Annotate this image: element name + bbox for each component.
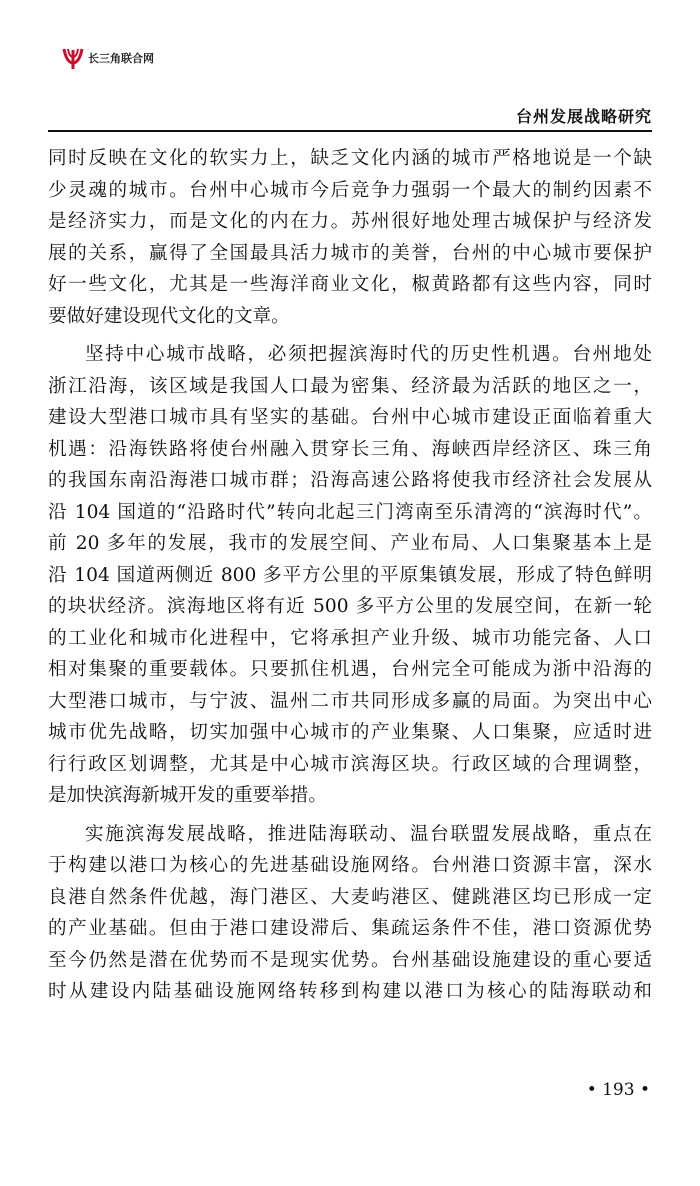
text-line: 少灵魂的城市。台州中心城市今后竞争力强弱一个最大的制约因素不 (48, 179, 652, 201)
text-line: 机遇：沿海铁路将使台州融入贯穿长三角、海峡西岸经济区、珠三角 (48, 438, 652, 460)
header-divider (48, 130, 652, 132)
text-line: 展的关系，赢得了全国最具活力城市的美誉，台州的中心城市要保护 (48, 242, 652, 264)
text-line: 前 20 多年的发展，我市的发展空间、产业布局、人口集聚基本上是 (48, 533, 652, 554)
paragraph-3 (48, 819, 652, 1008)
text-line: 好一些文化，尤其是一些海洋商业文化，椒黄路都有这些内容，同时 (48, 274, 652, 295)
text-line: 是加快滨海新城开发的重要举措。 (48, 785, 327, 806)
page-body (48, 143, 652, 1008)
text-line: 城市优先战略，切实加强中心城市的产业集聚、人口集聚，应适时进 (48, 722, 652, 743)
text-line: 同时反映在文化的软实力上，缺乏文化内涵的城市严格地说是一个缺 (48, 148, 652, 169)
text-line: 的工业化和城市化进程中，它将承担产业升级、城市功能完备、人口 (48, 627, 652, 649)
text-line: 时从建设内陆基础设施网络转移到构建以港口为核心的陆海联动和 (48, 981, 652, 1002)
text-line: 于构建以港口为核心的先进基础设施网络。台州港口资源丰富，深水 (48, 855, 652, 876)
text-line: 行行政区划调整，尤其是中心城市滨海区块。行政区域的合理调整， (48, 753, 652, 775)
text-line: 相对集聚的重要载体。只要抓住机遇，台州完全可能成为浙中沿海的 (48, 659, 652, 680)
text-line: 的产业基础。但由于港口建设滞后、集疏运条件不佳，港口资源优势 (48, 918, 652, 939)
text-line: 大型港口城市，与宁波、温州二市共同形成多赢的局面。为突出中心 (48, 690, 652, 712)
text-line: 良港自然条件优越，海门港区、大麦屿港区、健跳港区均已形成一定 (48, 886, 652, 908)
text-line: 的块状经济。滨海地区将有近 500 多平方公里的发展空间，在新一轮 (48, 596, 652, 617)
logo-text: 长三角联合网 (88, 52, 154, 65)
paragraph-2 (48, 339, 652, 812)
text-line: 沿 104 国道两侧近 800 多平方公里的平原集镇发展，形成了特色鲜明 (48, 564, 652, 586)
text-line: 是经济实力，而是文化的内在力。苏州很好地处理古城保护与经济发 (48, 211, 652, 232)
paragraph-1 (48, 143, 652, 332)
text-line: 坚持中心城市战略，必须把握滨海时代的历史性机遇。台州地处 (85, 344, 652, 365)
text-line: 实施滨海发展战略，推进陆海联动、温台联盟发展战略，重点在 (85, 823, 652, 845)
logo-icon (62, 46, 84, 70)
text-line: 的我国东南沿海港口城市群；沿海高速公路将使我市经济社会发展从 (48, 470, 652, 491)
site-logo (62, 46, 154, 70)
text-line: 至今仍然是潜在优势而不是现实优势。台州基础设施建设的重心要适 (48, 949, 652, 971)
text-line: 建设大型港口城市具有坚实的基础。台州中心城市建设正面临着重大 (48, 407, 652, 428)
text-line: 浙江沿海，该区域是我国人口最为密集、经济最为活跃的地区之一， (48, 375, 652, 397)
running-header-title: 台州发展战略研究 (515, 107, 652, 126)
text-line: 要做好建设现代文化的文章。 (48, 305, 290, 327)
text-line: 沿 104 国道的“沿路时代”转向北起三门湾南至乐清湾的“滨海时代”。 (48, 501, 652, 523)
page-number: • 193 • (586, 1080, 650, 1100)
